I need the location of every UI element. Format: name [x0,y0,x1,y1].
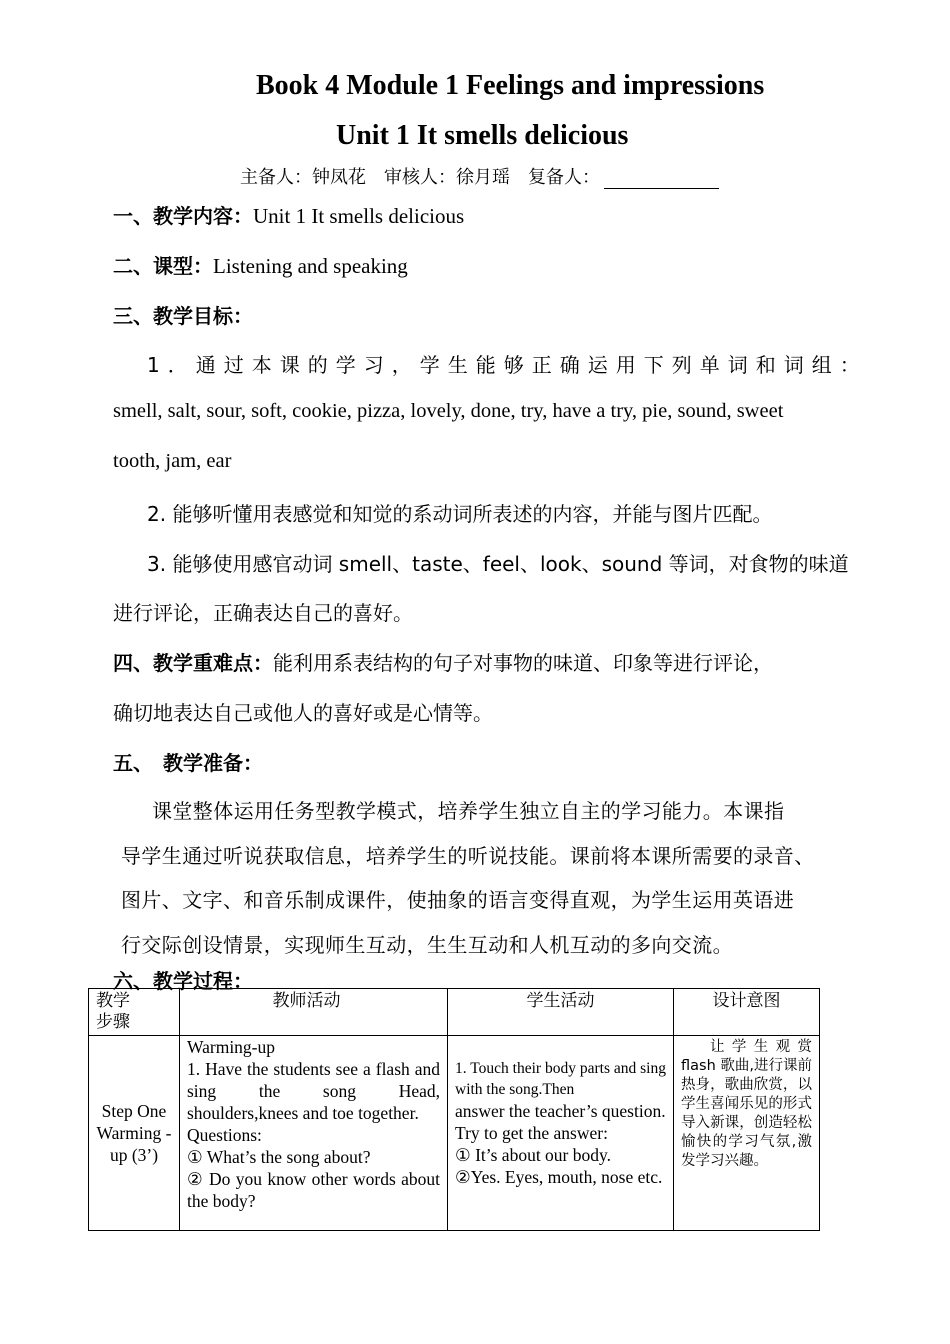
student-try-label: Try to get the answer: [455,1123,608,1143]
header-teacher [180,989,448,1036]
teacher-questions-label: Questions: [187,1125,262,1145]
preparation-line3: 图片、文字、和音乐制成课件，使抽象的语言变得直观，为学生运用英语进 [121,888,795,912]
header-student-text: 学生活动 [526,991,595,1011]
goal-1-words-line1: smell, salt, sour, soft, cookie, pizza, lovely, done, try, have a try, pie, sound, sweet [113,400,784,422]
preparers-text: 主备人：钟凤花 审核人：徐月瑶 复备人： [240,167,600,188]
section-process-label: 六、教学过程： [113,969,253,993]
process-table [88,988,820,1231]
section-type [113,250,408,279]
preparation-line1: 课堂整体运用任务型教学模式，培养学生独立自主的学习能力。本课指 [152,799,785,823]
goal-2: 2. 能够听懂用表感觉和知觉的系动词所表述的内容，并能与图片匹配。 [147,502,773,526]
goal-3-line1: 3. 能够使用感官动词 smell、taste、feel、look、sound 等词，对食物的味道 [147,552,849,576]
design-intent-cell [674,1036,820,1231]
student-activity-cell [448,1036,674,1231]
section-key-points [113,647,773,676]
header-teacher-text: 教师活动 [272,991,341,1011]
reviewer-blank [604,170,719,189]
teacher-activity-title: Warming-up [187,1037,276,1057]
document-title: Book 4 Module 1 Feelings and impressions [256,70,765,101]
preparers-line [240,163,719,189]
section-type-value: Listening and speaking [213,254,408,278]
header-student [448,989,674,1036]
section-content-value: Unit 1 It smells delicious [253,204,465,228]
teacher-question-1: ① What’s the song about? [187,1147,371,1167]
header-design [674,989,820,1036]
section-goals-label: 三、教学目标： [113,304,253,328]
goal-1-words-line2: tooth, jam, ear [113,450,232,472]
table-header-row [89,989,820,1036]
key-points-label: 四、教学重难点： [113,651,273,675]
student-activity-task: 1. Touch their body parts and sing with the song.Then [455,1060,666,1098]
table-row [89,1036,820,1231]
section-type-label: 二、课型： [113,254,213,278]
header-step-text: 教学步骤 [96,991,130,1032]
goal-1-intro: 1．通过本课的学习，学生能够正确运用下列单词和词组： [147,353,868,377]
section-preparation-label: 五、 教学准备： [113,751,263,775]
goal-3-line2: 进行评论，正确表达自己的喜好。 [113,601,413,625]
teacher-activity-task: 1. Have the students see a flash and sing the song Head, shoulders,knees and toe together. [187,1059,440,1123]
section-content-label: 一、教学内容： [113,204,253,228]
preparation-line2: 导学生通过听说获取信息，培养学生的听说技能。课前将本课所需要的录音、 [121,844,815,868]
header-step [89,989,180,1036]
header-design-text: 设计意图 [712,991,781,1011]
preparation-line4: 行交际创设情景，实现师生互动，生生互动和人机互动的多向交流。 [121,933,733,957]
student-answer-2: ②Yes. Eyes, mouth, nose etc. [455,1167,663,1187]
step-one-text: Step One Warming -up (3’) [96,1101,172,1165]
step-one-cell [89,1036,180,1231]
key-points-line2: 确切地表达自己或他人的喜好或是心情等。 [113,701,493,725]
section-content [113,200,464,229]
unit-title: Unit 1 It smells delicious [336,120,629,151]
teacher-activity-cell [180,1036,448,1231]
teacher-question-2: ② Do you know other words about the body? [187,1169,440,1211]
student-answer-1: ① It’s about our body. [455,1145,611,1165]
key-points-line1: 能利用系表结构的句子对事物的味道、印象等进行评论， [273,651,773,675]
student-activity-task2: answer the teacher’s question. [455,1101,666,1121]
design-intent-text: 让学生观赏 flash 歌曲,进行课前热身，歌曲欣赏，以学生喜闻乐见的形式导入新课，创造轻松愉快的学习气氛,激发学习兴趣。 [681,1039,812,1169]
